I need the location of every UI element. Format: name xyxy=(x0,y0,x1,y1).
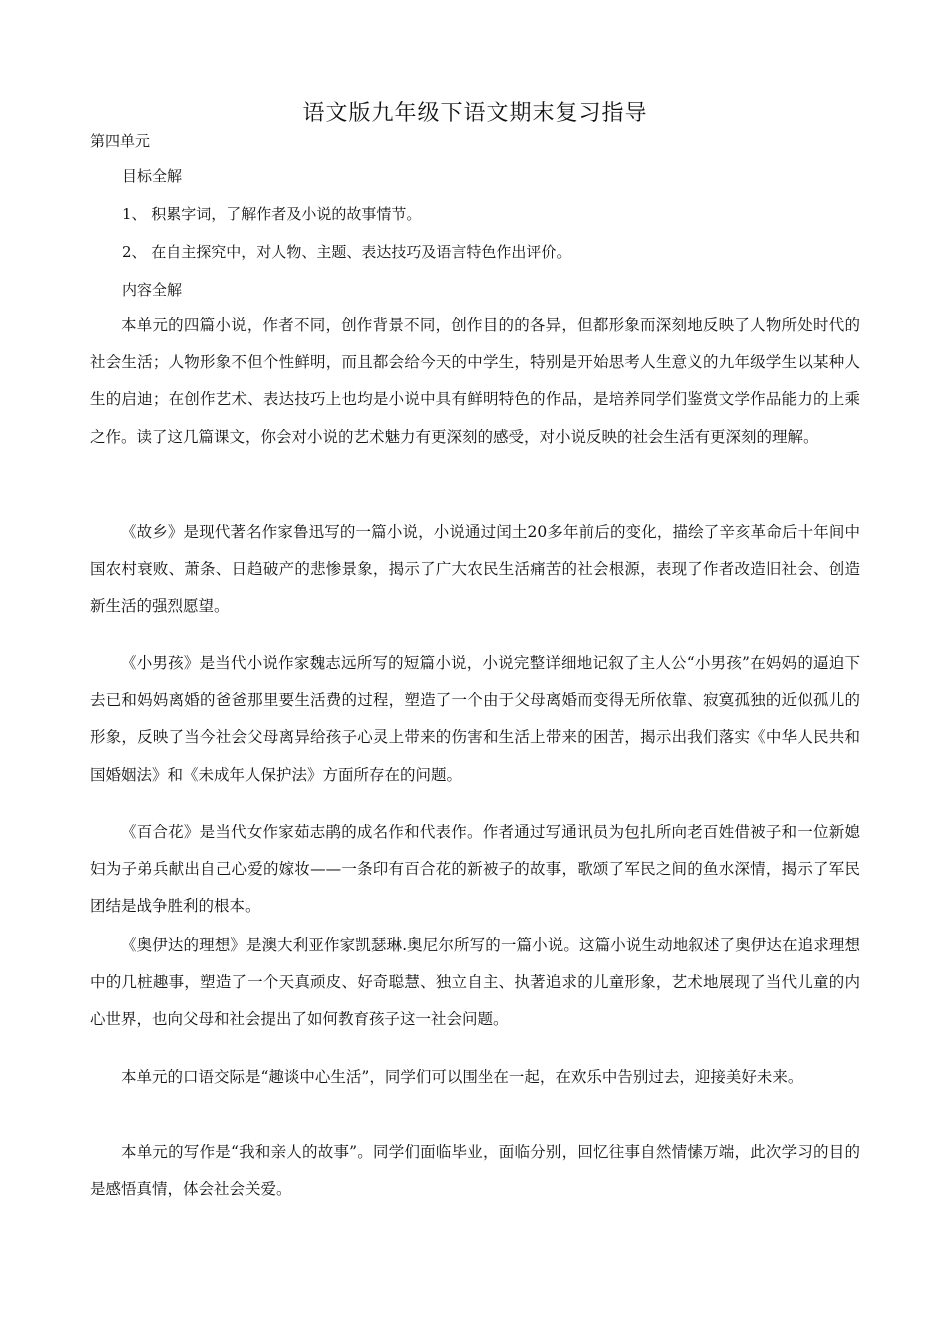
paragraph-writing: 本单元的写作是“我和亲人的故事”。同学们面临毕业，面临分别，回忆往事自然情愫万端，此次学习的目的是感悟真情，体会社会关爱。 xyxy=(90,1143,860,1199)
content-heading: 内容全解 xyxy=(122,281,183,299)
paragraph-baihehua: 《百合花》是当代女作家茹志鹃的成名作和代表作。作者通过写通讯员为包扎所向老百姓借被子和一位新媳妇为子弟兵献出自己心爱的嫁妆——一条印有百合花的新被子的故事，歌颂了军民之间的鱼水深情，揭示了军民团结是战争胜利的根本。 xyxy=(90,823,860,916)
paragraph-xiaonanhai: 《小男孩》是当代小说作家魏志远所写的短篇小说，小说完整详细地记叙了主人公“小男孩”在妈妈的逼迫下去已和妈妈离婚的爸爸那里要生活费的过程，塑造了一个由于父母离婚而变得无所依靠、寂寞孤独的近似孤儿的形象，反映了当今社会父母离异给孩子心灵上带来的伤害和生活上带来的困苦，揭示出我们落实《中华人民共和国婚姻法》和《未成年人保护法》方面所存在的问题。 xyxy=(90,654,860,784)
goal-item-1: 1、 积累字词，了解作者及小说的故事情节。 xyxy=(122,205,422,223)
paragraph-oral-communication: 本单元的口语交际是“趣谈中心生活”，同学们可以围坐在一起，在欢乐中告别过去，迎接美好未来。 xyxy=(121,1068,804,1086)
goal-item-2: 2、 在自主探究中，对人物、主题、表达技巧及语言特色作出评价。 xyxy=(122,243,572,261)
paragraph-guxiang: 《故乡》是现代著名作家鲁迅写的一篇小说，小说通过闰土20多年前后的变化，描绘了辛亥革命后十年间中国农村衰败、萧条、日趋破产的悲惨景象，揭示了广大农民生活痛苦的社会根源，表现了作者改造旧社会、创造新生活的强烈愿望。 xyxy=(90,523,860,616)
unit-heading: 第四单元 xyxy=(90,132,151,150)
goals-heading: 目标全解 xyxy=(122,167,183,185)
document-title: 语文版九年级下语文期末复习指导 xyxy=(302,101,648,126)
paragraph-aoyida: 《奥伊达的理想》是澳大利亚作家凯瑟琳.奥尼尔所写的一篇小说。这篇小说生动地叙述了奥伊达在追求理想中的几桩趣事，塑造了一个天真顽皮、好奇聪慧、独立自主、执著追求的儿童形象，艺术地展现了当代儿童的内心世界，也向父母和社会提出了如何教育孩子这一社会问题。 xyxy=(90,936,860,1029)
paragraph-intro: 本单元的四篇小说，作者不同，创作背景不同，创作目的的各异，但都形象而深刻地反映了人物所处时代的社会生活；人物形象不但个性鲜明，而且都会给今天的中学生，特别是开始思考人生意义的九年级学生以某种人生的启迪；在创作艺术、表达技巧上也均是小说中具有鲜明特色的作品，是培养同学们鉴赏文学作品能力的上乘之作。读了这几篇课文，你会对小说的艺术魅力有更深刻的感受，对小说反映的社会生活有更深刻的理解。 xyxy=(90,316,860,446)
